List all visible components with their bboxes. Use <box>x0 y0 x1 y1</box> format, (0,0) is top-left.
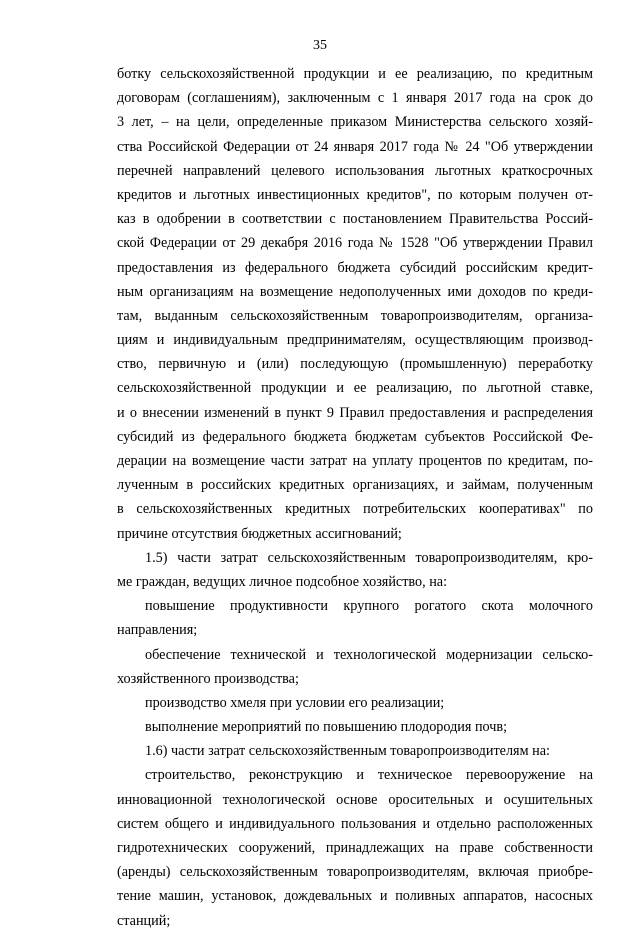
text-line: выполнение мероприятий по повышению плодородия почв; <box>145 719 508 736</box>
text-line: дерации на возмещение части затрат на уплату процентов по кредитам, по- <box>117 453 593 469</box>
text-line: направления; <box>117 622 198 639</box>
text-line: сельскохозяйственной продукции и ее реализацию, по льготной ставке, <box>117 380 593 397</box>
text-line: тение машин, установок, дождевальных и поливных аппаратов, насосных <box>117 888 593 905</box>
text-line: перечней направлений целевого использования льготных краткосрочных <box>117 162 593 179</box>
text-line: каз в одобрении в соответствии с постановлением Правительства Россий- <box>117 211 593 228</box>
text-line: гидротехнических сооружений, принадлежащих на праве собственности <box>117 840 593 856</box>
text-line: ботку сельскохозяйственной продукции и ее реализацию, по кредитным <box>117 66 593 82</box>
page-number: 35 <box>313 38 327 53</box>
text-line: ме граждан, ведущих личное подсобное хозяйство, на: <box>117 573 448 590</box>
text-line: предоставления из федерального бюджета субсидий российским кредит- <box>117 259 593 276</box>
text-line: договорам (соглашениям), заключенным с 1 января 2017 года на срок до <box>117 90 593 107</box>
text-line: в сельскохозяйственных кредитных потребительских кооперативах" по <box>117 501 593 518</box>
text-line: ство, первичную и (или) последующую (промышленную) переработку <box>117 356 593 373</box>
text-line: обеспечение технической и технологической модернизации сельско- <box>145 646 593 663</box>
text-line: кредитов и льготных инвестиционных кредитов", по которым получен от- <box>117 186 593 203</box>
text-line: производство хмеля при условии его реализации; <box>145 694 445 711</box>
text-line: повышение продуктивности крупного рогатого скота молочного <box>145 598 593 615</box>
text-line: ства Российской Федерации от 24 января 2017 года № 24 "Об утверждении <box>117 138 593 155</box>
text-line: ным организациям на возмещение недополученных ими доходов по креди- <box>117 283 593 300</box>
text-line: 3 лет, – на цели, определенные приказом Министерства сельского хозяй- <box>117 114 593 131</box>
body-text <box>117 62 593 933</box>
text-line: причине отсутствия бюджетных ассигнований; <box>117 525 402 542</box>
text-line: систем общего и индивидуального пользования и отдельно расположенных <box>117 815 593 832</box>
text-line: лученным в российских кредитных организациях, и займам, полученным <box>117 477 593 494</box>
text-line: 1.6) части затрат сельскохозяйственным товаропроизводителям на: <box>145 743 550 760</box>
text-line: станций; <box>117 912 171 929</box>
text-line: и о внесении изменений в пункт 9 Правил предоставления и распределения <box>117 404 593 421</box>
text-line: 1.5) части затрат сельскохозяйственным товаропроизводителям, кро- <box>145 549 593 566</box>
text-line: циям и индивидуальным предпринимателям, осуществляющим производ- <box>117 332 593 349</box>
text-line: строительство, реконструкцию и техническое перевооружение на <box>145 767 593 784</box>
text-line: субсидий из федерального бюджета бюджетам субъектов Российской Фе- <box>117 428 593 445</box>
text-line: там, выданным сельскохозяйственным товаропроизводителям, организа- <box>117 307 593 324</box>
text-line: хозяйственного производства; <box>117 670 299 687</box>
text-line: ской Федерации от 29 декабря 2016 года № 1528 "Об утверждении Правил <box>117 235 593 252</box>
text-line: инновационной технологической основе оросительных и осушительных <box>117 791 593 808</box>
text-line: (аренды) сельскохозяйственным товаропроизводителям, включая приобре- <box>117 864 593 881</box>
